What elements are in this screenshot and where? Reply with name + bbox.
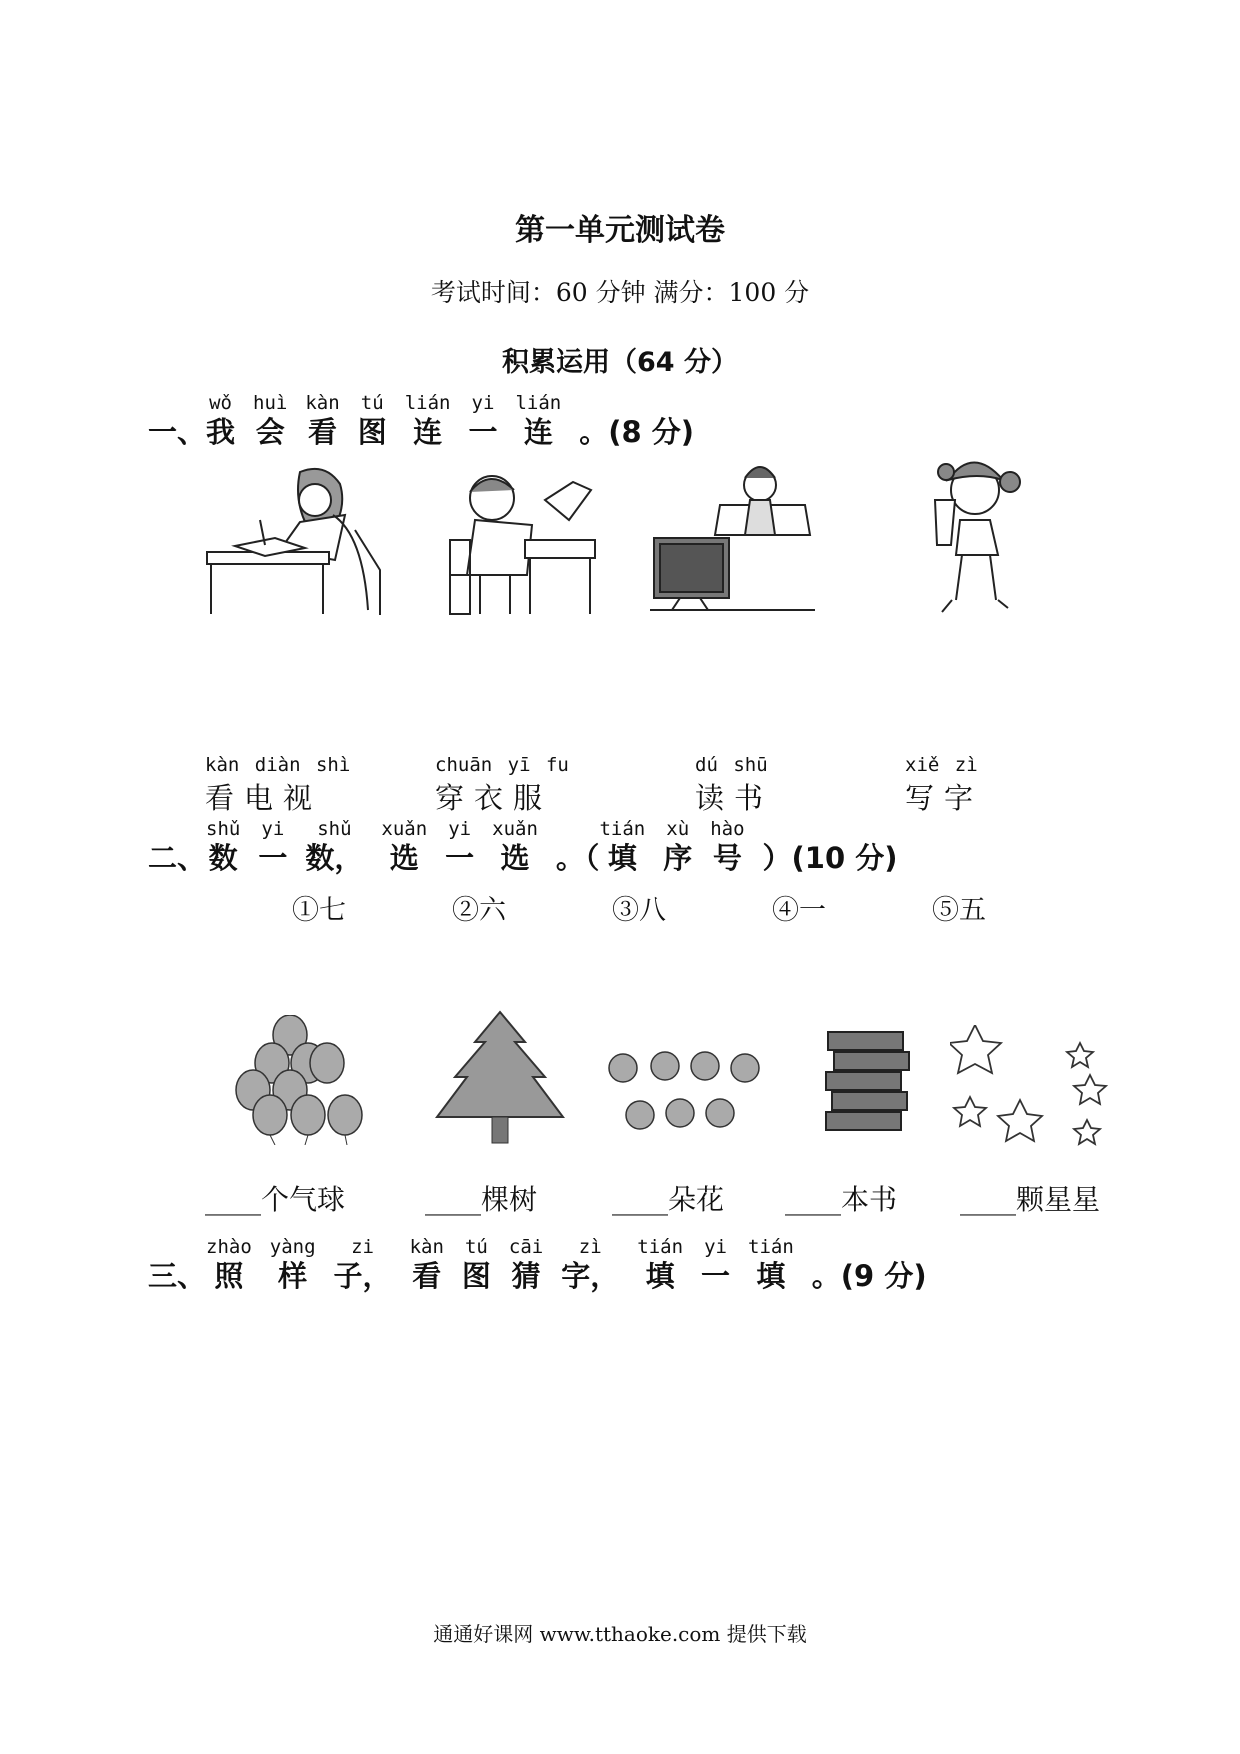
hanzi: 序 xyxy=(663,841,693,875)
ruby-char xyxy=(492,818,538,876)
ruby-char xyxy=(462,1236,491,1294)
exam-info: 考试时间：60 分钟 满分：100 分 xyxy=(430,278,810,307)
ruby-char xyxy=(445,818,474,876)
hanzi: 选 xyxy=(500,841,530,875)
pinyin: zì xyxy=(578,1236,602,1258)
hanzi: 穿衣服 xyxy=(435,781,553,815)
pinyin: tián xyxy=(599,818,646,840)
ruby-char xyxy=(206,392,235,450)
footer: 通通好课网 www.tthaoke.com 提供下载 xyxy=(433,1622,807,1646)
pinyin: yi xyxy=(261,818,285,840)
pinyin: zi xyxy=(351,1236,374,1258)
picture-dressing-girl xyxy=(920,450,1040,615)
hanzi: 一 xyxy=(258,841,288,875)
hanzi: 填 xyxy=(756,1259,786,1293)
hanzi: 会 xyxy=(255,415,285,449)
ruby-char xyxy=(206,1236,252,1294)
question-3-heading xyxy=(148,1236,927,1294)
hanzi: 一 xyxy=(445,841,475,875)
pinyin: lián xyxy=(404,392,451,414)
fill-blank: ____棵树 xyxy=(425,1183,538,1216)
hanzi: 读书 xyxy=(695,781,774,815)
ruby-char xyxy=(599,818,645,876)
ruby-char xyxy=(468,392,497,450)
fill-blank: ____颗星星 xyxy=(960,1183,1101,1216)
picture-tree xyxy=(430,1010,570,1145)
pinyin: zhào xyxy=(206,1236,252,1258)
ruby-char xyxy=(509,1236,543,1294)
pinyin: tú xyxy=(360,392,384,414)
hanzi: 号 xyxy=(712,841,742,875)
ruby-char xyxy=(381,818,427,876)
pinyin: xuǎn xyxy=(381,818,428,840)
hanzi: 看 xyxy=(308,415,338,449)
ruby-char xyxy=(561,1236,619,1294)
hanzi: 我 xyxy=(206,415,236,449)
pinyin: xiě zì xyxy=(905,754,978,776)
pinyin: yàng xyxy=(269,1236,316,1258)
ruby-char xyxy=(358,392,387,450)
pinyin: shǔ xyxy=(317,818,352,840)
number-option: ③八 xyxy=(612,895,666,926)
picture-balloons xyxy=(235,1015,380,1145)
ruby-char xyxy=(305,392,339,450)
fill-blank: ____本书 xyxy=(785,1183,898,1216)
hanzi: 连 xyxy=(523,415,553,449)
pinyin: tián xyxy=(748,1236,794,1258)
ruby-char xyxy=(305,818,363,876)
hanzi: 图 xyxy=(461,1259,491,1293)
question-number: 二、 xyxy=(148,841,207,875)
pinyin: hào xyxy=(710,818,745,840)
hanzi: 写字 xyxy=(905,781,984,815)
pinyin: dú shū xyxy=(695,754,768,776)
pinyin: yi xyxy=(471,392,495,414)
hanzi: 样 xyxy=(278,1259,308,1293)
number-option: ①七 xyxy=(292,895,346,926)
question-text: 。(8 分) xyxy=(579,415,695,449)
ruby-char xyxy=(258,818,287,876)
hanzi: 看电视 xyxy=(205,781,323,815)
pinyin: kàn diàn shì xyxy=(205,754,351,776)
ruby-char xyxy=(710,818,744,876)
activity-label xyxy=(905,754,983,817)
hanzi: 填 xyxy=(607,841,637,875)
activity-label xyxy=(435,754,569,817)
hanzi: 数 xyxy=(208,841,238,875)
hanzi: 字， xyxy=(561,1259,620,1293)
pinyin: chuān yī fu xyxy=(435,754,569,776)
picture-flowers xyxy=(605,1050,770,1135)
hanzi: 填 xyxy=(645,1259,675,1293)
page-title: 第一单元测试卷 xyxy=(515,213,725,248)
pinyin: yi xyxy=(704,1236,727,1258)
pinyin: tú xyxy=(464,1236,488,1258)
hanzi: 数， xyxy=(305,841,364,875)
question-2-heading xyxy=(148,818,898,876)
ruby-char xyxy=(637,1236,683,1294)
picture-tv-watching-boy xyxy=(650,460,815,615)
ruby-char xyxy=(253,392,287,450)
hanzi: 选 xyxy=(389,841,419,875)
question-text: 。（ xyxy=(555,841,600,875)
ruby-char xyxy=(748,1236,794,1294)
ruby-char xyxy=(206,818,240,876)
picture-stars xyxy=(950,1025,1110,1150)
question-text: ）(10 分) xyxy=(762,841,898,875)
fill-blank: ____朵花 xyxy=(612,1183,725,1216)
pinyin: cāi xyxy=(508,1236,544,1258)
hanzi: 照 xyxy=(214,1259,244,1293)
hanzi: 连 xyxy=(413,415,443,449)
question-text: 。(9 分) xyxy=(811,1259,927,1293)
pinyin: xù xyxy=(666,818,690,840)
picture-writing-girl xyxy=(205,460,385,615)
pinyin: yi xyxy=(448,818,472,840)
pinyin: kàn xyxy=(305,392,340,414)
ruby-char xyxy=(410,1236,444,1294)
pinyin: tián xyxy=(637,1236,684,1258)
number-option: ④一 xyxy=(772,895,826,926)
hanzi: 猜 xyxy=(511,1259,541,1293)
pinyin: kàn xyxy=(409,1236,444,1258)
pinyin: shǔ xyxy=(206,818,241,840)
hanzi: 一 xyxy=(701,1259,731,1293)
hanzi: 图 xyxy=(357,415,387,449)
section-heading: 积累运用（64 分） xyxy=(502,347,738,378)
picture-reading-boy xyxy=(440,470,600,615)
question-number: 三、 xyxy=(148,1259,207,1293)
ruby-char xyxy=(270,1236,316,1294)
hanzi: 看 xyxy=(412,1259,442,1293)
pinyin: xuǎn xyxy=(492,818,538,840)
pinyin: huì xyxy=(253,392,288,414)
pinyin: wǒ xyxy=(209,392,232,414)
ruby-char xyxy=(334,1236,392,1294)
pinyin: lián xyxy=(515,392,562,414)
ruby-char xyxy=(701,1236,730,1294)
ruby-char xyxy=(515,392,561,450)
activity-label xyxy=(205,754,350,817)
number-option: ②六 xyxy=(452,895,506,926)
fill-blank: ____个气球 xyxy=(205,1183,346,1216)
activity-label xyxy=(695,754,773,817)
picture-books xyxy=(820,1030,915,1145)
ruby-char xyxy=(663,818,692,876)
number-option: ⑤五 xyxy=(932,895,986,926)
ruby-char xyxy=(405,392,451,450)
question-1-heading xyxy=(148,392,694,450)
hanzi: 子， xyxy=(333,1259,392,1293)
question-number: 一、 xyxy=(148,415,207,449)
hanzi: 一 xyxy=(468,415,498,449)
